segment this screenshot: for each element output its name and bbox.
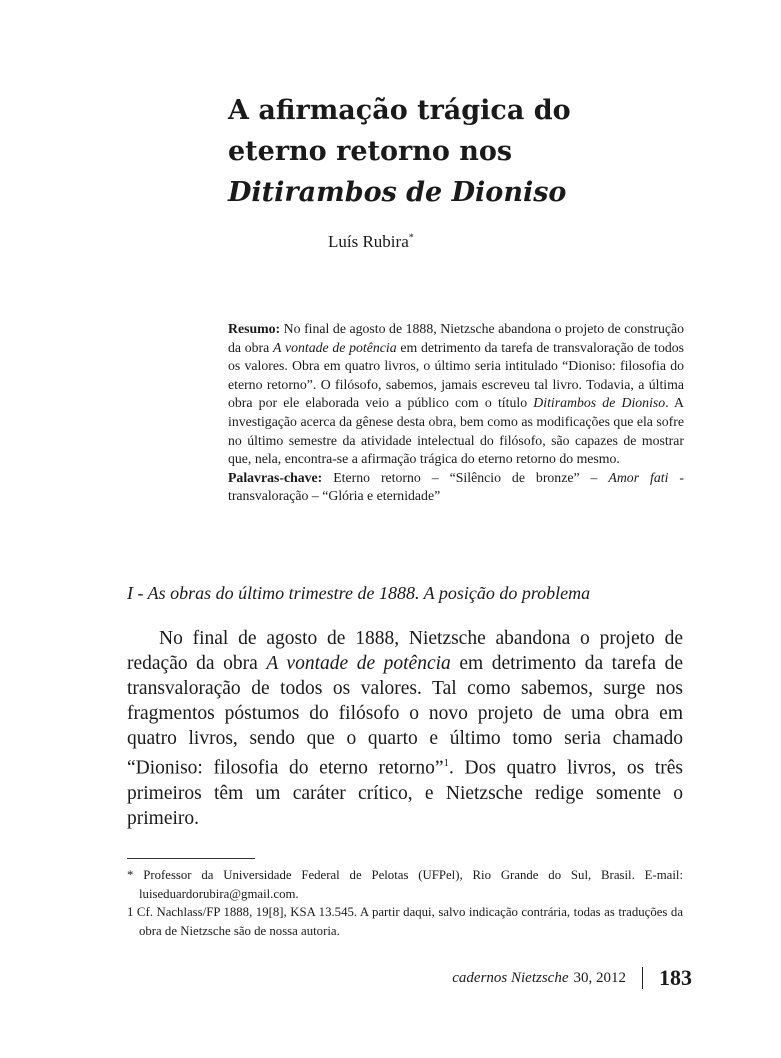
keywords-text-2: - transvaloração – “Glória e eternidade” bbox=[228, 469, 684, 504]
abstract-block bbox=[228, 320, 684, 506]
keywords-amor-fati: Amor fati bbox=[608, 469, 669, 485]
journal-name: cadernos Nietzsche bbox=[452, 969, 569, 986]
footnote-separator bbox=[127, 858, 255, 859]
body-text-2: em detrimento da tarefa de transvaloração de todos os valores. Tal como sabemos, surge nos fragmentos póstumos do filósofo o novo projeto de uma obra em quatro livros, sendo que o quarto e último tomo seria chamado “Dioniso: filosofia do eterno retorno” bbox=[127, 653, 684, 779]
abstract-paragraph bbox=[228, 320, 684, 469]
footnote-star: * Professor da Universidade Federal de Pelotas (UFPel), Rio Grande do Sul, Brasil. E-mail: luiseduardorubira@gmail.com. bbox=[127, 868, 683, 901]
author-name bbox=[328, 232, 414, 252]
footer-divider bbox=[642, 967, 643, 989]
article-title bbox=[228, 90, 698, 213]
abstract-label: Resumo: bbox=[228, 321, 281, 336]
author-footnote-mark: * bbox=[408, 232, 414, 244]
title-line-2: eterno retorno nos bbox=[228, 136, 513, 167]
title-line-1: A afirmação trágica do bbox=[228, 95, 571, 126]
author-name-text: Luís Rubira bbox=[328, 232, 409, 251]
footnote-1: 1 Cf. Nachlass/FP 1888, 19[8], KSA 13.545. A partir daqui, salvo indicação contrária, todas as traduções da obra de Nietzsche são de nossa autoria. bbox=[127, 905, 683, 938]
abstract-text-1: No final de agosto de 1888, Nietzsche abandona o projeto de construção da obra bbox=[228, 321, 684, 355]
body-paragraph bbox=[127, 626, 683, 831]
title-line-3: Ditirambos de Dioniso bbox=[228, 177, 567, 208]
keywords-text-1: Eterno retorno – “Silêncio de bronze” – bbox=[322, 469, 609, 485]
abstract-work-2: Ditirambos de Dioniso bbox=[533, 395, 666, 411]
footnotes-block bbox=[127, 866, 683, 940]
footnote-ref-1: 1 bbox=[443, 757, 449, 769]
page-number: 183 bbox=[659, 965, 692, 990]
abstract-text-3: . A investigação acerca da gênese desta obra, bem como as modificações que ela sofre no último semestre da atividade intelectual do filósofo, são capazes de mostrar que, nela, encontra-se a afirmação trágica do eterno retorno do mesmo. bbox=[228, 395, 685, 467]
section-heading: I - As obras do último trimestre de 1888. A posição do problema bbox=[127, 583, 591, 603]
running-footer bbox=[420, 963, 692, 993]
keywords-label: Palavras-chave: bbox=[228, 469, 323, 485]
journal-issue: 30, 2012 bbox=[573, 969, 626, 986]
abstract-text-2: em detrimento da tarefa de transvaloração de todos os valores. Obra em quatro livros, o último seria intitulado “Dioniso: filosofia do eterno retorno”. O filósofo, sabemos, jamais escreveu tal livro. Todavia, a última obra por ele elaborada veio a público com o título bbox=[228, 339, 685, 411]
keywords-paragraph bbox=[228, 469, 684, 506]
abstract-work-1: A vontade de potência bbox=[273, 339, 397, 355]
body-text-3: . Dos quatro livros, os três primeiros têm um caráter crítico, e Nietzsche redige somente o primeiro. bbox=[127, 757, 684, 829]
body-work-title: A vontade de potência bbox=[266, 653, 451, 674]
body-text-1: No final de agosto de 1888, Nietzsche abandona o projeto de redação da obra bbox=[127, 628, 683, 674]
